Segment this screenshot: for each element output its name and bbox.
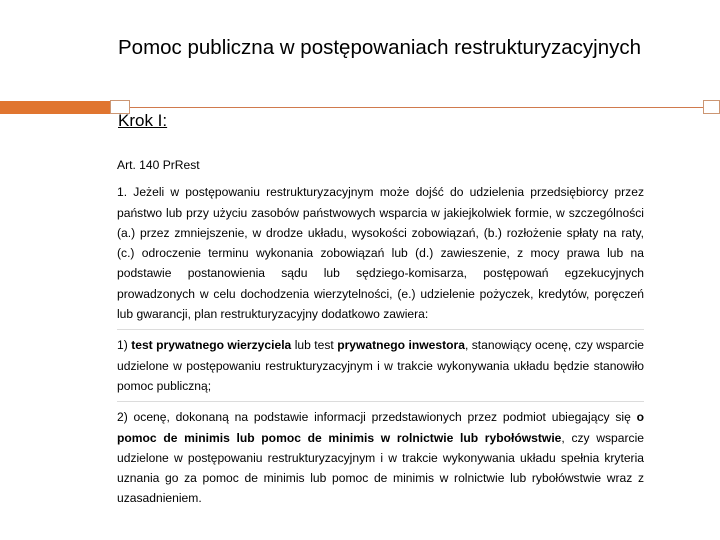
document-body <box>117 155 644 514</box>
item2-rest: , czy wsparcie udzielone w postępowaniu restrukturyzacyjnym i w trakcie wykonywania układu spełnia kryteria uznania go za pomoc de minimis lub pomoc de minimis w rolnictwie lub rybołówstwie wraz z uzasadnieniem. <box>117 430 644 506</box>
list-item-1 <box>117 335 644 396</box>
item1-bold-1: test prywatnego wierzyciela <box>131 338 292 353</box>
list-item-2 <box>117 407 644 508</box>
item1-rest: , stanowiący ocenę, czy wsparcie udzielone w postępowaniu restrukturyzacyjnym i w trakcie wykonywania układu będzie stanowiło pomoc publiczną; <box>117 338 644 393</box>
decorative-accent-bar <box>0 101 110 114</box>
decorative-box-right <box>703 100 720 114</box>
item1-prefix: 1) <box>117 338 132 353</box>
article-reference: Art. 140 PrRest <box>117 158 200 172</box>
item2-bold: o pomoc de minimis lub pomoc de minimis w rolnictwie lub rybołówstwie <box>117 410 644 445</box>
item2-prefix: 2) ocenę, dokonaną na podstawie informacji przedstawionych przez podmiot ubiegający się <box>117 410 637 425</box>
item1-mid: lub test <box>291 338 338 353</box>
page-title: Pomoc publiczna w postępowaniach restrukturyzacyjnych <box>118 36 642 59</box>
paragraph-1: 1. Jeżeli w postępowaniu restrukturyzacyjnym może dojść do udzielenia przedsiębiorcy przez państwo lub przy użyciu zasobów państwowych wsparcia w jakiejkolwiek formie, w szczególności (a.) przez zmniejszenie, w drodze układu, wysokości zobowiązań, (b.) rozłożenie spłaty na raty, (c.) odroczenie terminu wykonania zobowiązań lub (d.) zawieszenie, z mocy prawa lub na podstawie postanowienia sądu lub sędziego-komisarza, postępowań egzekucyjnych prowadzonych w celu dochodzenia wierzytelności, (e.) udzielenie pożyczek, kredytów, poręczeń lub gwarancji, plan restrukturyzacyjny dodatkowo zawiera: <box>117 185 644 322</box>
item1-bold-2: prywatnego inwestora <box>337 338 465 353</box>
separator <box>117 329 644 330</box>
separator <box>117 401 644 402</box>
step-heading: Krok I: <box>118 111 168 130</box>
